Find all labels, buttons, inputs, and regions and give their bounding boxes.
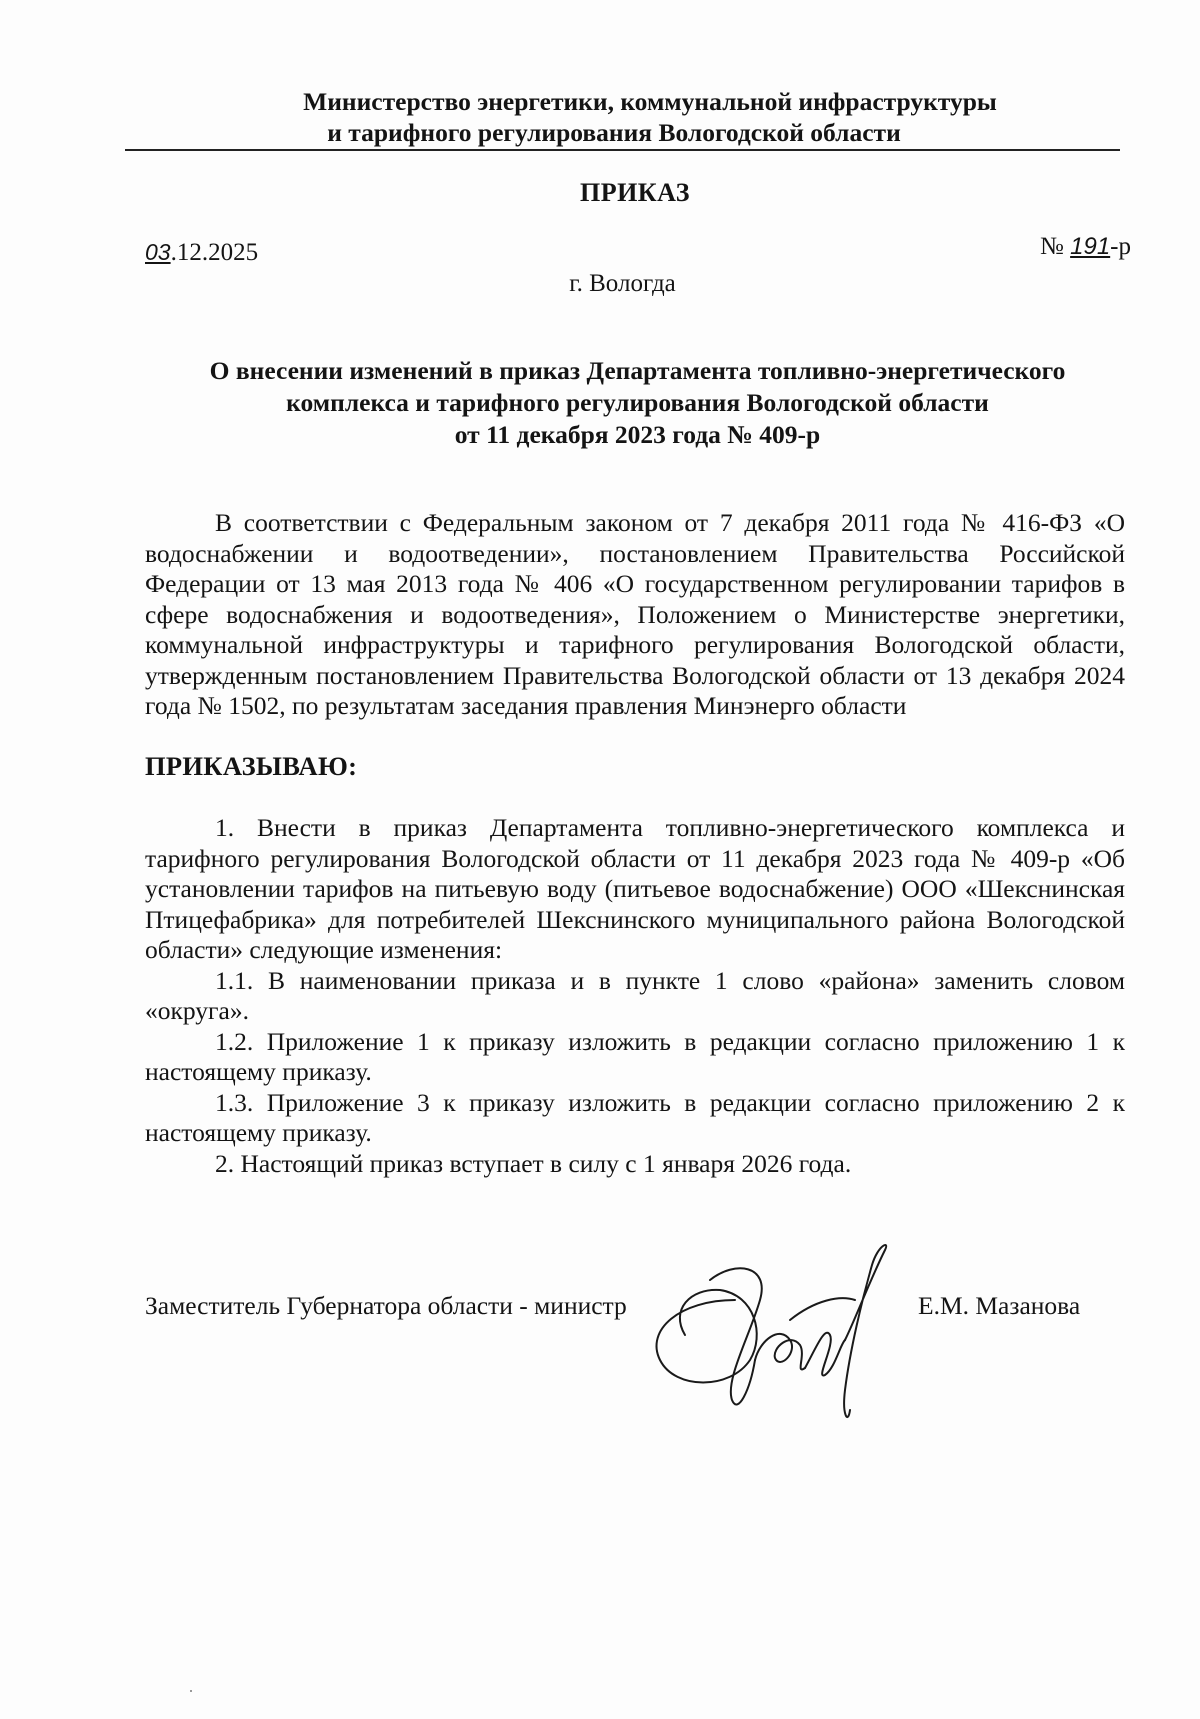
order-item-1-3: 1.3. Приложение 3 к приказу изложить в редакции согласно приложению 2 к настоящему приказу. <box>145 1087 1125 1147</box>
preamble <box>145 508 1125 722</box>
document-subject <box>145 355 1130 451</box>
order-item-1-1: 1.1. В наименовании приказа и в пункте 1 слово «района» заменить словом «округа». <box>145 965 1125 1025</box>
document-date <box>145 239 258 267</box>
order-item-2: 2. Настоящий приказ вступает в силу с 1 января 2026 года. <box>215 1148 852 1178</box>
signatory-name: Е.М. Мазанова <box>918 1291 1081 1320</box>
order-items <box>145 813 1125 1179</box>
ministry-header <box>0 86 1200 148</box>
ministry-name-line1: Министерство энергетики, коммунальной инфраструктуры <box>303 87 997 116</box>
number-handwritten: 191 <box>1070 233 1111 260</box>
date-rest: .12.2025 <box>170 239 259 266</box>
number-prefix: № <box>1040 233 1071 260</box>
date-day-handwritten: 03 <box>145 239 171 265</box>
signatory-title: Заместитель Губернатора области - министр <box>145 1291 627 1320</box>
preamble-text: В соответствии с Федеральным законом от 7 декабря 2011 года № 416-ФЗ «О водоснабжении и водоотведении», постановлением Правительства Российской Федерации от 13 мая 2013 года № 406 «О государственном регулировании тарифов в сфере водоснабжения и водоотведения», Положением о Министерстве энергетики, коммунальной инфраструктуры и тарифного регулирования Вологодской области, утвержденным постановлением Правительства Вологодской области от 13 декабря 2024 года № 1502, по результатам заседания правления Минэнерго области <box>145 508 1125 720</box>
handwritten-signature <box>640 1240 910 1430</box>
header-divider <box>125 149 1120 151</box>
order-item-1: 1. Внести в приказ Департамента топливно-энергетического комплекса и тарифного регулирования Вологодской области от 11 декабря 2023 года № 409-р «Об установлении тарифов на питьевую воду (питьевое водоснабжение) ООО «Шекснинская Птицефабрика» для потребителей Шекснинского муниципального района Вологодской области» следующие изменения: <box>145 813 1125 964</box>
number-suffix: -р <box>1110 233 1131 260</box>
document-type: ПРИКАЗ <box>579 178 691 207</box>
document-city: г. Вологда <box>569 270 676 297</box>
ministry-name-line2: и тарифного регулирования Вологодской области <box>327 118 901 147</box>
scan-speck <box>190 1690 192 1692</box>
document-number <box>1040 233 1131 261</box>
order-word: ПРИКАЗЫВАЮ: <box>145 751 358 781</box>
subject-line3: от 11 декабря 2023 года № 409-р <box>454 420 821 449</box>
order-item-1-2: 1.2. Приложение 1 к приказу изложить в редакции согласно приложению 1 к настоящему приказу. <box>145 1026 1125 1086</box>
subject-line1: О внесении изменений в приказ Департамента топливно-энергетического <box>209 356 1066 385</box>
subject-line2: комплекса и тарифного регулирования Вологодской области <box>286 388 989 417</box>
